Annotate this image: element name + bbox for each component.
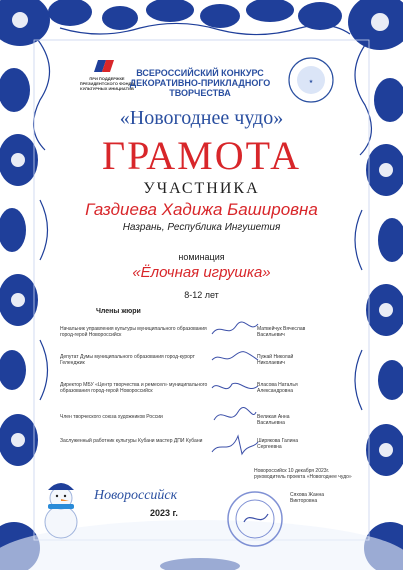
jury-member-name: Власова Наталья Александровна (257, 382, 298, 394)
participant-location: Назрань, Республика Ингушетия (122, 222, 281, 233)
jury-heading: Члены жюри (96, 308, 141, 315)
nomination-name: «Ёлочная игрушка» (132, 264, 271, 281)
jury-member-name: Великая Анна Васильевна (257, 414, 290, 426)
official-stamp (226, 490, 284, 548)
foundation-logo (92, 58, 122, 74)
jury-member-name: Матвейчук Вячеслав Васильевич (257, 326, 306, 338)
contest-line-1: ВСЕРОССИЙСКИЙ КОНКУРС (136, 68, 264, 78)
signature-image (210, 320, 260, 340)
contest-header (120, 68, 280, 98)
jury-position: Член творческого союза художников России (60, 414, 163, 420)
nomination-label: номинация (178, 252, 225, 262)
certificate-title: ГРАМОТА (102, 133, 301, 178)
issue-date-text: Новороссийск 10 декабря 2023г. руководитель проекта «Новогоднее чудо» (254, 468, 352, 480)
contest-seal (287, 56, 335, 104)
jury-member-name: Пужай Николай Николаевич (257, 354, 294, 366)
signature-image (210, 406, 260, 426)
age-group: 8-12 лет (184, 290, 219, 300)
snowman-illustration (36, 470, 86, 540)
signature-image (210, 434, 260, 458)
jury-position: Директор МБУ «Центр творчества и ремесел» муниципального образования город-герой Новороссийск (60, 382, 208, 394)
jury-member-name: Ширякова Галина Сергеевна (257, 438, 299, 450)
signature-image (210, 378, 260, 398)
certificate-subtitle: УЧАСТНИКА (143, 180, 260, 197)
contest-line-2: ДЕКОРАТИВНО-ПРИКЛАДНОГО (129, 78, 271, 88)
participant-name: Газдиева Хадижа Башировна (85, 200, 318, 219)
jury-position: Начальник управления культуры муниципального образования город-герой Новороссийск (60, 326, 207, 338)
jury-position: Заслуженный работник культуры Кубани мастер ДПИ Кубани (60, 438, 203, 444)
contest-line-3: ТВОРЧЕСТВА (169, 88, 231, 98)
project-head-name: Сяхова Жанна Викторовна (290, 492, 325, 504)
contest-name: «Новогоднее чудо» (119, 107, 284, 129)
svg-text:★: ★ (308, 79, 314, 85)
foundation-logo-caption: ПРИ ПОДДЕРЖКЕ ПРЕЗИДЕНТСКОГО ФОНДА КУЛЬТУРНЫХ ИНИЦИАТИВ (79, 76, 135, 91)
city-logo: Новороссийск (94, 488, 178, 503)
year: 2023 г. (150, 508, 178, 518)
jury-member (60, 438, 360, 468)
jury-position: Депутат Думы муниципального образования город-курорт Геленджик (60, 354, 195, 366)
signature-image (210, 348, 260, 368)
